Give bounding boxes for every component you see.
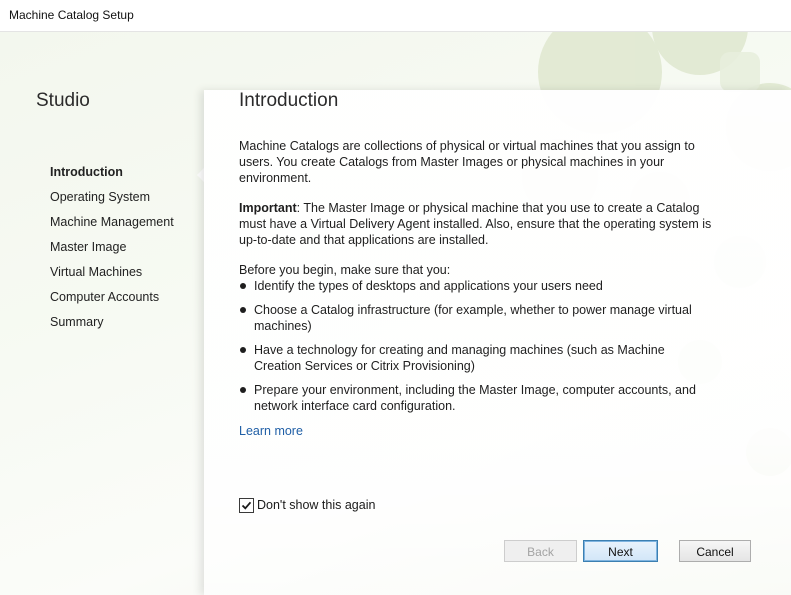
bullet-icon [240,283,246,289]
before-text: Before you begin, make sure that you: [239,263,451,277]
bullet-icon [240,347,246,353]
intro-content [239,138,714,422]
prerequisites-list [239,278,714,414]
step-introduction[interactable]: Introduction [50,165,123,179]
content-panel [204,90,791,595]
step-master-image[interactable]: Master Image [50,240,127,254]
sidebar-title: Studio [36,90,90,111]
list-item: Have a technology for creating and managing machines (such as Machine Creation Services or Citrix Provisioning) [239,342,714,374]
important-text: : The Master Image or physical machine that you use to create a Catalog must have a Virtual Delivery Agent installed. Also, ensure that the operating system is up-to-date and that applications are installed. [239,201,712,247]
wizard-body [0,32,791,595]
step-machine-management[interactable]: Machine Management [50,215,174,229]
title-bar [0,0,791,32]
dont-show-again-label[interactable]: Don't show this again [257,498,376,512]
wizard-steps [50,163,174,338]
next-button[interactable]: Next [583,540,658,562]
sidebar [0,32,204,595]
checkmark-icon [241,500,252,511]
step-virtual-machines[interactable]: Virtual Machines [50,265,143,279]
important-paragraph [239,200,714,248]
bullet-icon [240,307,246,313]
window-title: Machine Catalog Setup [9,8,134,22]
important-label: Important [239,201,297,215]
list-item: Prepare your environment, including the Master Image, computer accounts, and network interface card configuration. [239,382,714,414]
intro-paragraph: Machine Catalogs are collections of physical or virtual machines that you assign to users. You create Catalogs from Master Images or physical machines in your environment. [239,139,695,185]
step-summary[interactable]: Summary [50,315,104,329]
list-item: Choose a Catalog infrastructure (for example, whether to power manage virtual machines) [239,302,714,334]
learn-more-link[interactable]: Learn more [239,424,303,438]
step-computer-accounts[interactable]: Computer Accounts [50,290,160,304]
dont-show-again-checkbox[interactable] [239,498,254,513]
page-title: Introduction [239,90,339,111]
list-item: Identify the types of desktops and applications your users need [239,278,714,294]
bullet-icon [240,387,246,393]
step-operating-system[interactable]: Operating System [50,190,151,204]
cancel-button[interactable]: Cancel [679,540,751,562]
back-button[interactable]: Back [504,540,577,562]
